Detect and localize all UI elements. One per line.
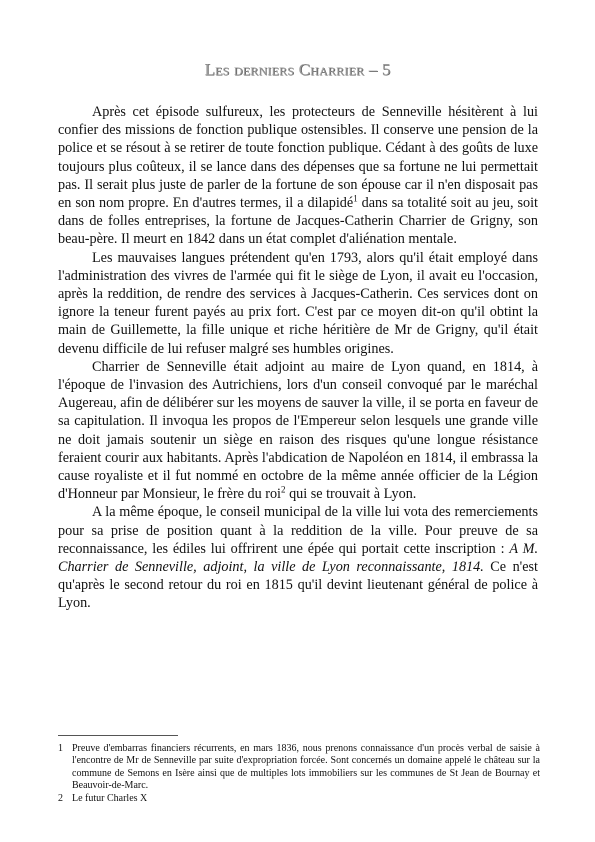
footnote-1-number: 1 bbox=[58, 743, 63, 754]
paragraph-2: Les mauvaises langues prétendent qu'en 1793, alors qu'il était employé dans l'administration des vivres de l'armée qui fit le siège de Lyon, il avait eu l'occasion, après la reddition, de rendre des services à Jacques-Catherin. Ces services dont on ignore la teneur furent payés au prix fort. C'est par ce moyen dit-on qu'il obtint la main de Guillemette, la fille unique et riche héritière de Mr de Grigny, qu'il était devenu difficile de lui refuser malgré ses humbles origines. bbox=[58, 249, 538, 357]
header-word-1-rest: es bbox=[215, 60, 230, 79]
paragraph-1-text-continued: dans sa totalité soit au jeu, soit dans de folles entreprises, la fortune de Jacques-Catherin Charrier de Grigny, son beau-père. Il meurt en 1842 dans un état complet d'aliénation mentale. bbox=[58, 195, 538, 248]
paragraph-4-text-continued: Ce n'est qu'après le second retour du roi en 1815 qu'il devint lieutenant général de police à Lyon. bbox=[58, 559, 538, 612]
header-initial-1: L bbox=[204, 60, 216, 79]
footnote-1-text: Preuve d'embarras financiers récurrents, en mars 1836, nous prenons connaissance d'un procès verbal de saisie à l'encontre de Mr de Senneville par suite d'expropriation forcée. Sont concernés un domaine appelé le château sur la commune de Semons en Isère ainsi que de multiples lots immobiliers sur les communes de St Jean de Bournay et Beauvoir-de-Marc. bbox=[72, 743, 540, 792]
page-number: 5 bbox=[381, 60, 391, 79]
footnote-2-text: Le futur Charles X bbox=[72, 792, 148, 804]
footnote-2 bbox=[58, 793, 540, 805]
footnote-2-number: 2 bbox=[58, 792, 63, 804]
header-separator: – bbox=[368, 60, 378, 79]
running-header bbox=[0, 60, 595, 80]
footnote-divider bbox=[58, 735, 178, 736]
paragraph-3-text: Charrier de Senneville était adjoint au maire de Lyon quand, en 1814, à l'époque de l'invasion des Autrichiens, lors d'un conseil convoqué par le maréchal Augereau, afin de délibérer sur les moyens de sauver la ville, il se porta en faveur de sa capitulation. Il invoqua les propos de l'Empereur selon lesquels une grande ville ne doit jamais soutenir un siège en raison des risques qu'une longue résistance feraient courir aux habitants. Après l'abdication de Napoléon en 1814, il embrassa la cause royaliste et il fut nommé en octobre de la même année officier de la Légion d'Honneur par Monsieur, le frère du roi bbox=[58, 358, 538, 503]
footnotes bbox=[58, 743, 540, 805]
sword-inscription: A M. Charrier de Senneville, adjoint, la ville de Lyon reconnaissante, 1814. bbox=[58, 540, 538, 576]
paragraph-4 bbox=[58, 503, 538, 612]
paragraph-3 bbox=[58, 358, 538, 504]
header-initial-3: C bbox=[298, 60, 311, 79]
header-word-2: derniers bbox=[233, 60, 295, 79]
footnote-ref-1[interactable]: 1 bbox=[353, 193, 358, 204]
footnote-1 bbox=[58, 743, 540, 793]
footnote-ref-2[interactable]: 2 bbox=[281, 484, 286, 495]
body-text bbox=[58, 103, 538, 613]
paragraph-1 bbox=[58, 103, 538, 249]
paragraph-3-text-continued: qui se trouvait à Lyon. bbox=[285, 486, 417, 503]
paragraph-4-text: A la même époque, le conseil municipal de la ville lui vota des remerciements pour sa prise de position quant à la reddition de la ville. Pour preuve de sa reconnaissance, les édiles lui offrirent une épée qui portait cette inscription : bbox=[58, 504, 538, 557]
paragraph-1-text: Après cet épisode sulfureux, les protecteurs de Senneville hésitèrent à lui confier des missions de fonction publique ostensibles. Il conserve une pension de la police et se résout à se retirer de toute fonction publique. Cédant à des goûts de luxe toujours plus coûteux, il se lance dans des dépenses que sa fortune ne lui permettait pas. Il serait plus juste de parler de la fortune de son épouse car il n'en disposait pas en son nom propre. En d'autres termes, il a dilapidé bbox=[58, 104, 538, 212]
header-word-3-rest: harrier bbox=[310, 60, 365, 79]
